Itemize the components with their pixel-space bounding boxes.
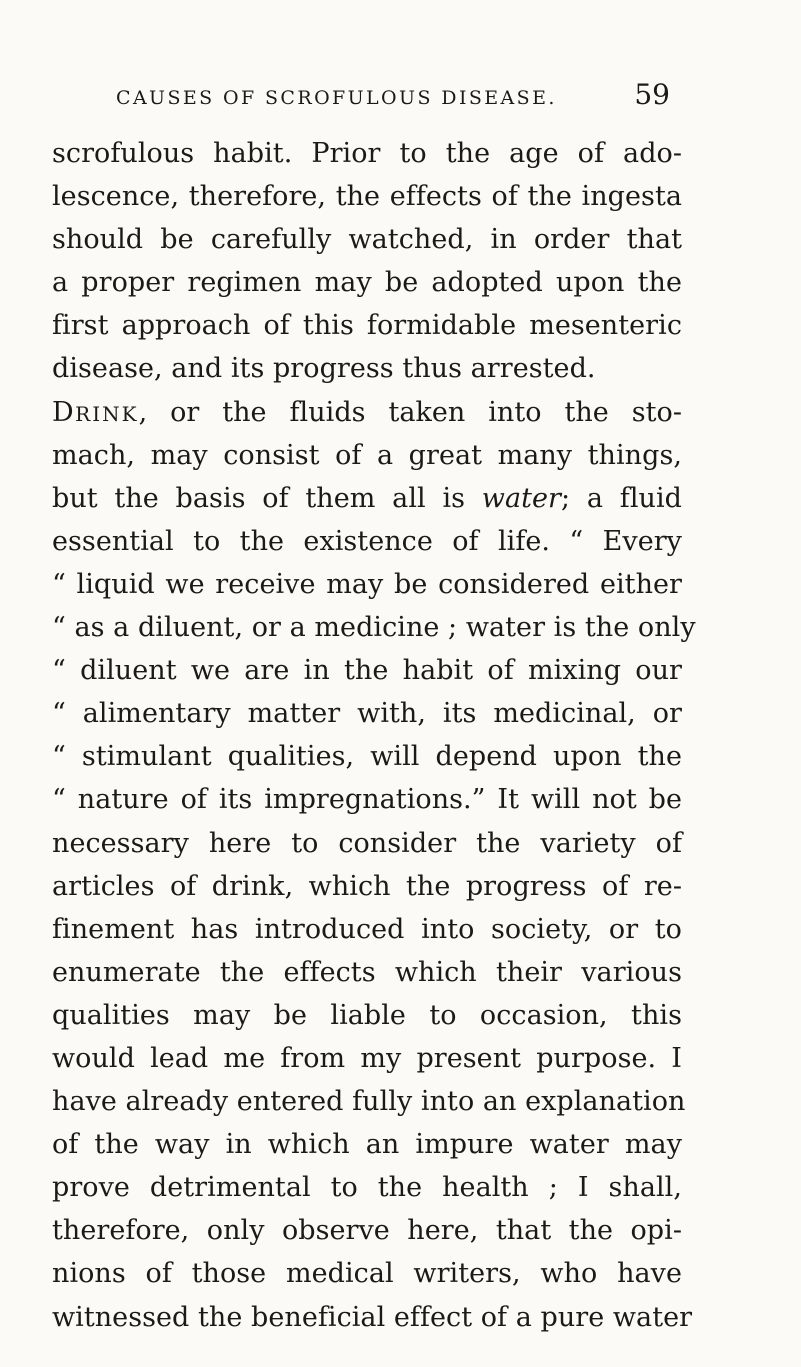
small-caps-initial: D: [52, 396, 76, 428]
page-number: 59: [634, 78, 670, 111]
quoted-line: “ as a diluent, or a medicine ; water is the only: [52, 612, 696, 644]
text-line: first approach of this formidable mesenteric: [52, 310, 682, 342]
text-line: nions of those medical writers, who have: [52, 1258, 682, 1290]
text-line: qualities may be liable to occasion, this: [52, 999, 682, 1031]
text-line: prove detrimental to the health ; I shall,: [52, 1172, 682, 1204]
running-title: CAUSES OF SCROFULOUS DISEASE.: [116, 87, 557, 109]
text-line: essential to the existence of life. “ Every: [52, 525, 682, 557]
running-head: [116, 78, 670, 114]
text-line: disease, and its progress thus arrested.: [52, 353, 596, 385]
quoted-line: “ alimentary matter with, its medicinal, or: [52, 698, 682, 730]
quoted-line: “ nature of its impregnations.” It will not be: [52, 784, 682, 816]
line-fragment: ; a fluid: [561, 482, 682, 514]
quoted-line: “ stimulant qualities, will depend upon the: [52, 741, 682, 773]
text-line: should be carefully watched, in order that: [52, 224, 682, 256]
line-fragment: but the basis of them all is: [52, 482, 482, 514]
text-line: enumerate the effects which their various: [52, 956, 682, 988]
text-line: necessary here to consider the variety of: [52, 827, 682, 859]
italic-emphasis: water: [481, 482, 561, 514]
text-line: a proper regimen may be adopted upon the: [52, 267, 682, 299]
body-text: [52, 132, 696, 1339]
line-remainder: , or the fluids taken into the sto-: [138, 396, 682, 428]
text-line: lescence, therefore, the effects of the ingesta: [52, 181, 682, 213]
text-line: articles of drink, which the progress of re-: [52, 870, 682, 902]
text-line: mach, may consist of a great many things,: [52, 439, 682, 471]
text-line: have already entered fully into an explanation: [52, 1086, 686, 1118]
text-line: would lead me from my present purpose. I: [52, 1042, 682, 1074]
quoted-line: “ diluent we are in the habit of mixing our: [52, 655, 682, 687]
text-line: scrofulous habit. Prior to the age of ado-: [52, 138, 682, 169]
text-line: finement has introduced into society, or to: [52, 913, 682, 945]
text-line: witnessed the beneficial effect of a pure water: [52, 1301, 693, 1333]
text-line: of the way in which an impure water may: [52, 1129, 682, 1161]
paragraph-start-line: [52, 391, 682, 434]
quoted-line: “ liquid we receive may be considered either: [52, 568, 682, 600]
text-line: therefore, only observe here, that the opi-: [52, 1215, 682, 1247]
small-caps-word: RINK: [75, 401, 139, 426]
text-line-with-emphasis: [52, 477, 682, 520]
